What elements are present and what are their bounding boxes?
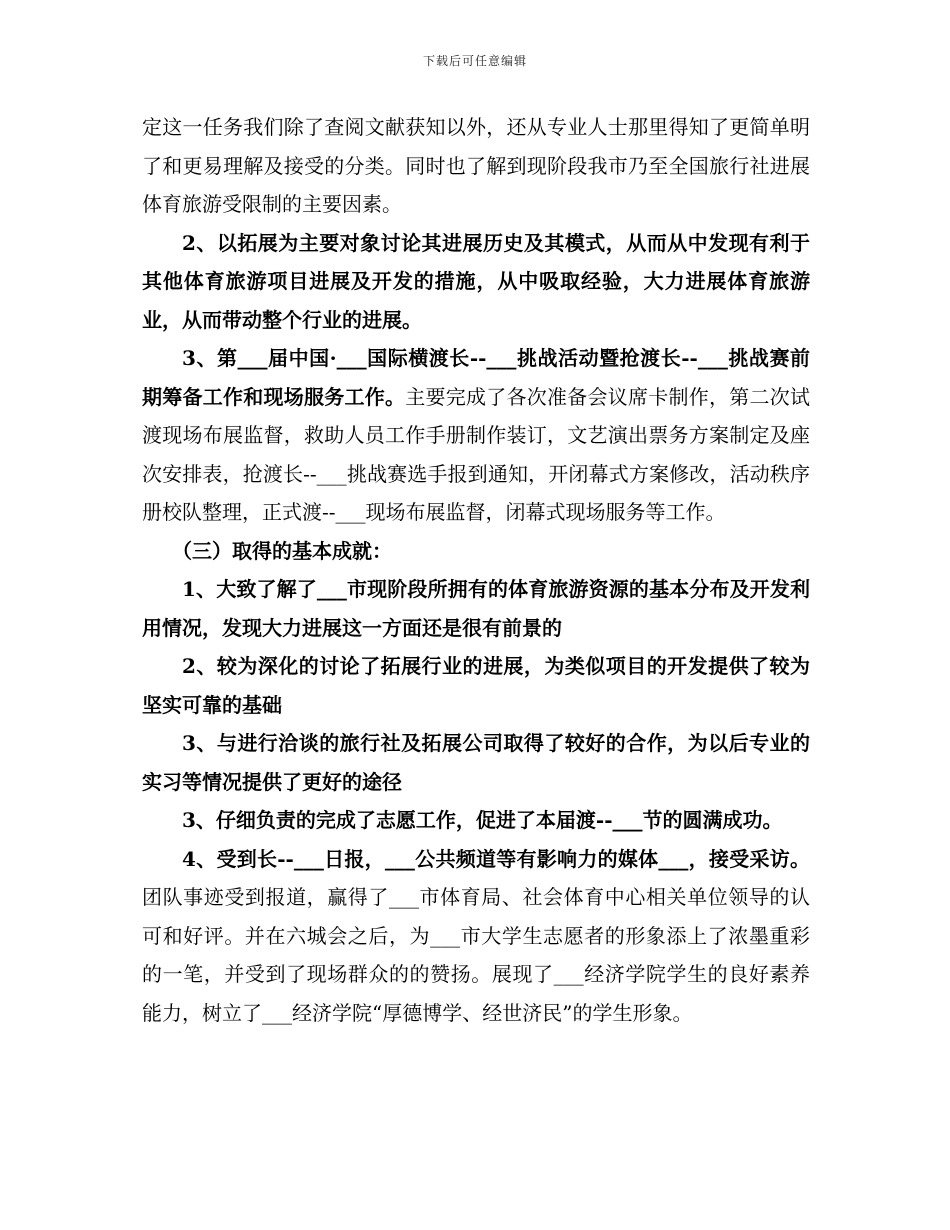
paragraph-bold-text: （三）取得的基本成就： (172, 538, 392, 563)
paragraph-bold-text: 2、较为深化的讨论了拓展行业的进展，为类似项目的开发提供了较为坚实可靠的基础 (142, 654, 810, 717)
paragraph-bold-text: 2、以拓展为主要对象讨论其进展历史及其模式，从而从中发现有利于其他体育旅游项目进展及开发的措施，从中吸取经验，大力进展体育旅游业，从而带动整个行业的进展。 (142, 230, 810, 332)
paragraph-text: 主要完成了各次准备会议席卡制作，第二次试渡现场布展监督，救助人员工作手册制作装订，文艺演出票务方案制定及座次安排表，抢渡长--___挑战赛选手报到通知，开闭幕式方案修改，活动秩序册校队整理，正式渡--___现场布展监督，闭幕式现场服务等工作。 (142, 384, 810, 524)
paragraph-bold-text: 3、仔细负责的完成了志愿工作，促进了本届渡--___节的圆满成功。 (182, 808, 783, 832)
paragraph-continuation (142, 108, 810, 224)
paragraph-text: 定这一任务我们除了查阅文献获知以外，还从专业人士那里得知了更简单明了和更易理解及接受的分类。同时也了解到现阶段我市乃至全国旅行社进展体育旅游受限制的主要因素。 (142, 115, 810, 216)
paragraph-bold-text: 4、受到长--___日报，___公共频道等有影响力的媒体___，接受采访。 (182, 846, 810, 871)
paragraph-bold-text: 3、与进行洽谈的旅行社及拓展公司取得了较好的合作，为以后专业的实习等情况提供了更好的途径 (142, 731, 810, 794)
paragraph-text: 团队事迹受到报道，赢得了___市体育局、社会体育中心相关单位领导的认可和好评。并在六城会之后，为___市大学生志愿者的形象添上了浓墨重彩的一笔，并受到了现场群众的的赞扬。展现了___经济学院学生的良好素养能力，树立了___经济学院“厚德博学、经世济民”的学生形象。 (142, 885, 810, 1025)
paragraph-bold-text: 1、大致了解了___市现阶段所拥有的体育旅游资源的基本分布及开发利用情况，发现大力进展这一方面还是很有前景的 (142, 577, 810, 640)
paragraph-bold-text: 3、第___届中国·___国际横渡长--___挑战活动暨抢渡长--___挑战赛前期筹备工作和现场服务工作。 (142, 346, 810, 409)
paragraph-item (142, 647, 810, 724)
paragraph-item (142, 724, 810, 801)
paragraph-item (142, 840, 810, 1033)
page-header: 下载后可任意编辑 (422, 54, 527, 68)
paragraph-item (142, 570, 810, 647)
section-heading (142, 532, 810, 571)
document-body (142, 108, 810, 1032)
paragraph-item (142, 801, 810, 840)
paragraph-item (142, 224, 810, 340)
paragraph-item (142, 339, 810, 532)
